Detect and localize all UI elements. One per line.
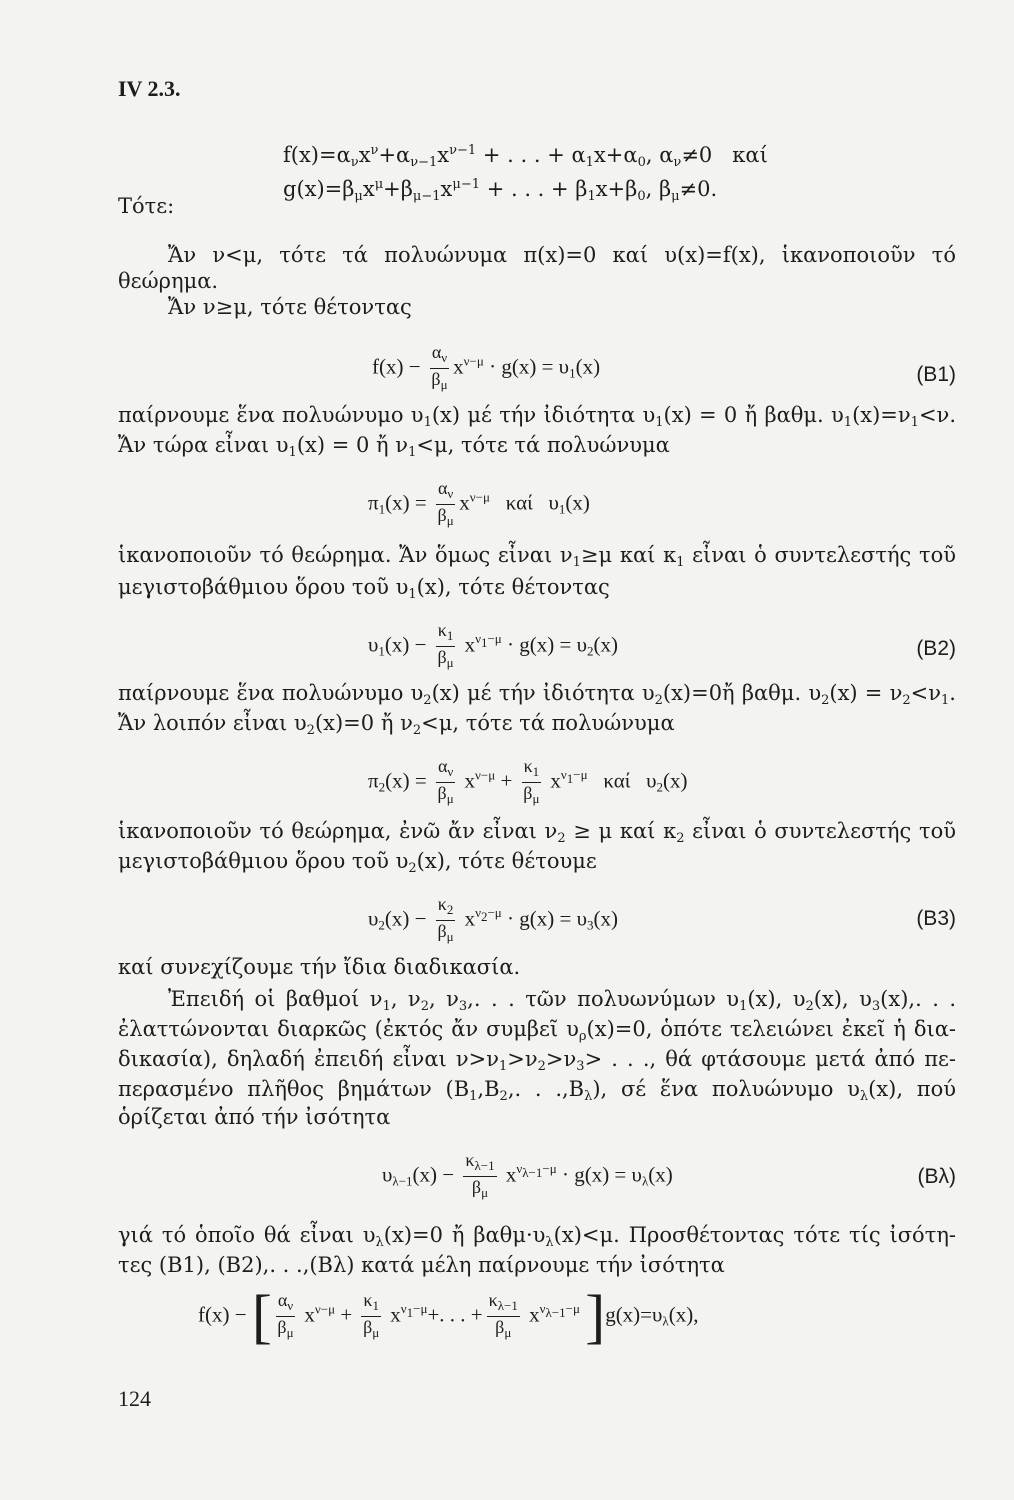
paragraph-8-line-3: δικασία), δηλαδή ἐπειδή εἶναι $\nu>\nu_1>\nu_2>\nu_3>$ . . ., θά φτάσουμε μετά ἀπό πε-: [118, 1047, 957, 1074]
paragraph-7: καί συνεχίζουμε τήν ἴδια διαδικασία.: [118, 955, 521, 979]
page-number: 124: [118, 1386, 151, 1411]
label-b1: (B1): [916, 363, 956, 386]
label-b2: (B2): [916, 637, 956, 660]
definition-f: $f(x)=\alpha_\nu x^\nu+\alpha_{\nu-1}x^{\nu-1}$ + . . . + $\alpha_1x+\alpha_0$, $\alpha_\nu\ne 0$ καί: [283, 143, 768, 170]
paragraph-3-line-1: παίρνουμε ἕνα πολυώνυμο $\upsilon_1(x)$ μέ τήν ἰδιότητα $\upsilon_1(x) = 0$ ἤ βαθμ. $\upsilon_1(x)=\nu_1<\nu$.: [118, 403, 956, 430]
equation-final: f(x) − [ $\frac{\alpha_\nu}{\beta_\mu}$ $x^{\nu-\mu}$ + $\frac{\kappa_1}{\beta_\mu}$ $x^{\nu_1-\mu}+$. . . + $\frac{\kappa_{\lambda-1}}{\beta_\mu}$ $x^{\nu_{\lambda-1}-\mu}$ ]$g(x)=\upsilon_\lambda(x)$,: [198, 1283, 699, 1350]
paragraph-6-line-2: μεγιστοβάθμιου ὅρου τοῦ $\upsilon_2(x)$, τότε θέτουμε: [118, 849, 597, 876]
paragraph-6-line-1: ἱκανοποιοῦν τό θεώρημα, ἐνῶ ἄν εἶναι $\nu_2 \ge \mu$ καί $\kappa_2$ εἶναι ὁ συντελεστής τοῦ: [118, 819, 956, 846]
equation-blambda: $\upsilon_{\lambda-1}(x)$ − $\frac{\kappa_{\lambda-1}}{\beta_\mu}$ $x^{\nu_{\lambda-1}-\mu} \cdot g(x) = \upsilon_\lambda(x)$: [382, 1150, 673, 1200]
paragraph-2: Ἄν ν≥μ, τότε θέτοντας: [168, 295, 412, 319]
paragraph-8-line-2: ἐλαττώνονται διαρκῶς (ἐκτός ἄν συμβεῖ $\upsilon_\rho(x)=0$, ὁπότε τελειώνει ἐκεῖ ἡ δια-: [118, 1017, 956, 1044]
paragraph-9-line-2: τες (B1), (B2),. . .,(Bλ) κατά μέλη παίρνουμε τήν ἰσότητα: [118, 1253, 725, 1277]
definition-g: $g(x)=\beta_\mu x^\mu+\beta_{\mu-1}x^{\mu-1}$ + . . . + $\beta_1x+\beta_0$, $\beta_\mu\ne 0$.: [283, 177, 718, 204]
then-label: Τότε:: [118, 194, 175, 218]
paragraph-5-line-2: Ἄν λοιπόν εἶναι $\upsilon_2(x)=0$ ἤ $\nu_2<\mu$, τότε τά πολυώνυμα: [118, 711, 675, 738]
equation-b3: $\upsilon_2(x)$ − $\frac{\kappa_2}{\beta_\mu}$ $x^{\nu_2-\mu} \cdot g(x) = \upsilon_3(x)$: [368, 894, 619, 944]
section-header: IV 2.3.: [118, 76, 181, 101]
paragraph-9-line-1: γιά τό ὁποῖο θά εἶναι $\upsilon_\lambda(x)=0$ ἤ $\beta\alpha\theta\mu\cdot\upsilon_\lambda(x)<\mu$. Προσθέτοντας τότε τίς ἰσότη-: [118, 1223, 956, 1250]
paragraph-8-line-4: περασμένο πλῆθος βημάτων ($B_1,B_2$,. . $.,B_\lambda$), σέ ἕνα πολυώνυμο $\upsilon_\lambda(x)$, πού: [118, 1077, 956, 1104]
paragraph-8-line-5: ὁρίζεται ἀπό τήν ἰσότητα: [118, 1105, 391, 1129]
paragraph-4-line-1: ἱκανοποιοῦν τό θεώρημα. Ἄν ὅμως εἶναι $\nu_1\ge\mu$ καί $\kappa_1$ εἶναι ὁ συντελεστής τοῦ: [118, 543, 957, 570]
equation-pi2: $\pi_2(x)$ = $\frac{\alpha_\nu}{\beta_\mu}$ $x^{\nu-\mu}$ + $\frac{\kappa_1}{\beta_\mu}$ $x^{\nu_1-\mu}$ καί $\upsilon_2(x)$: [368, 756, 688, 806]
label-b3: (B3): [916, 907, 956, 930]
paragraph-1-line-2: θεώρημα.: [118, 269, 219, 293]
paragraph-1-line-1: Ἄν ν<μ, τότε τά πολυώνυμα π(x)=0 καί υ(x)=f(x), ἱκανοποιοῦν τό: [168, 243, 956, 267]
paragraph-8-line-1: Ἐπειδή οἱ βαθμοί $\nu_1$, $\nu_2$, $\nu_3$,. . . τῶν πολυωνύμων $\upsilon_1(x)$, $\upsilon_2(x)$, $\upsilon_3(x)$,. . .: [168, 987, 956, 1014]
paragraph-4-line-2: μεγιστοβάθμιου ὅρου τοῦ $\upsilon_1(x)$, τότε θέτοντας: [118, 575, 610, 602]
equation-b2: $\upsilon_1(x)$ − $\frac{\kappa_1}{\beta_\mu}$ $x^{\nu_1-\mu} \cdot g(x) = \upsilon_2(x)$: [368, 620, 619, 670]
label-blambda: (Bλ): [917, 1165, 956, 1188]
paragraph-3-line-2: Ἄν τώρα εἶναι $\upsilon_1(x) = 0$ ἤ $\nu_1<\mu$, τότε τά πολυώνυμα: [118, 433, 670, 460]
equation-pi1: $\pi_1(x)$ = $\frac{\alpha_\nu}{\beta_\mu}$ $x^{\nu-\mu}$ καί $\upsilon_1(x)$: [368, 478, 590, 528]
equation-b1: f(x) − $\frac{\alpha_\nu}{\beta_\mu}$ $x^{\nu-\mu} \cdot g(x) = \upsilon_1(x)$: [372, 342, 601, 392]
paragraph-5-line-1: παίρνουμε ἕνα πολυώνυμο $\upsilon_2(x)$ μέ τήν ἰδιότητα $\upsilon_2(x)=0ἤ$ βαθμ. $\upsilon_2(x) = \nu_2<\nu_1$.: [118, 681, 956, 708]
